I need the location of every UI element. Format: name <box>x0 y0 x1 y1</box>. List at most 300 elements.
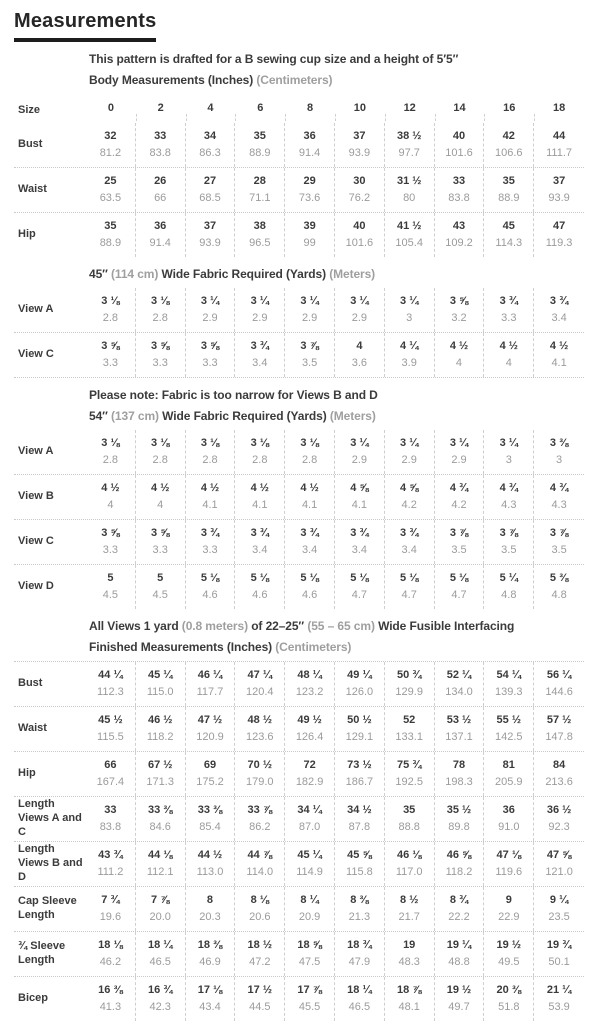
inches-value: 46 ⅝ <box>446 849 472 861</box>
measurement-cell <box>186 520 236 564</box>
centimeters-value: 112.3 <box>97 685 124 698</box>
centimeters-value: 2.9 <box>301 311 318 324</box>
measurement-cell <box>335 977 385 1021</box>
centimeters-value: 115.5 <box>97 730 124 743</box>
inches-value: 36 <box>502 804 515 816</box>
inches-value: 17 ⅞ <box>297 984 322 996</box>
measurement-cell <box>335 168 385 212</box>
interfacing-note <box>89 619 600 633</box>
inches-value: 27 <box>203 175 217 187</box>
inches-value: 3 ¾ <box>549 295 569 307</box>
measurement-cell <box>235 977 285 1021</box>
measurement-cell <box>285 797 335 841</box>
centimeters-value: 47.5 <box>298 955 321 968</box>
centimeters-value: 86.2 <box>249 820 271 833</box>
inches-value: 18 ¼ <box>147 939 173 951</box>
centimeters-value: 4 <box>455 356 463 369</box>
row-label: Bust <box>18 138 43 151</box>
measurement-cell <box>385 707 435 751</box>
centimeters-value: 167.4 <box>96 775 125 788</box>
measurement-cell <box>385 977 435 1021</box>
size-row-label: Size <box>18 103 41 116</box>
inches-value: 4 ½ <box>101 482 120 494</box>
table-row <box>14 167 584 212</box>
inches-value: 42 <box>502 130 515 142</box>
metric-unit-text: (Centimeters) <box>256 73 333 87</box>
inches-value: 3 ¾ <box>300 527 319 539</box>
measurement-cell <box>484 333 534 377</box>
centimeters-value: 117.7 <box>196 685 224 698</box>
measurement-cell <box>335 288 385 332</box>
centimeters-value: 2.8 <box>152 311 168 324</box>
measurement-cell <box>534 887 584 931</box>
inches-value: 3 ¼ <box>350 295 369 307</box>
measurement-cell <box>136 797 186 841</box>
inches-value: 3 ¼ <box>350 437 369 449</box>
table-row <box>14 332 584 378</box>
inches-value: 44 ⅞ <box>247 849 273 861</box>
row-label: View A <box>18 303 54 316</box>
measurement-cell <box>435 932 485 976</box>
measurement-cell <box>186 842 236 886</box>
centimeters-value: 3.3 <box>202 543 218 556</box>
centimeters-value: 2.9 <box>351 311 368 324</box>
measurement-cell <box>484 752 534 796</box>
measurement-cell <box>385 520 435 564</box>
inches-value: 72 <box>303 759 316 771</box>
centimeters-value: 3.4 <box>551 311 567 324</box>
measurement-cell <box>534 932 584 976</box>
table-row <box>14 212 584 257</box>
row-label: Bicep <box>18 992 48 1005</box>
centimeters-value: 3.4 <box>252 543 268 556</box>
measurement-cell <box>285 333 335 377</box>
measurement-cell <box>186 333 236 377</box>
centimeters-value: 113.0 <box>196 865 224 878</box>
measurement-cell <box>186 977 236 1021</box>
centimeters-value: 48.3 <box>398 955 420 968</box>
measurement-cell <box>435 430 485 474</box>
size-column-header: 18 <box>552 102 566 114</box>
centimeters-value: 86.3 <box>199 146 221 159</box>
heading-text: Wide Fabric Required (Yards) <box>161 267 330 281</box>
measurement-cell <box>186 288 236 332</box>
measurement-cell <box>534 333 584 377</box>
inches-value: 4 ½ <box>200 482 220 494</box>
centimeters-value: 2.8 <box>252 453 268 466</box>
table-row <box>14 796 584 841</box>
centimeters-value: 115.0 <box>146 685 174 698</box>
inches-value: 3 ¼ <box>499 437 518 449</box>
table-row <box>14 661 584 706</box>
centimeters-value: 179.0 <box>246 775 274 788</box>
measurement-cell <box>86 752 136 796</box>
centimeters-value: 3 <box>505 453 512 466</box>
measurement-cell <box>534 842 584 886</box>
inches-value: 3 ⅛ <box>151 437 170 449</box>
metric-unit-text: (137 cm) <box>111 409 163 423</box>
centimeters-value: 53.9 <box>548 1000 570 1013</box>
inches-value: 37 <box>552 175 566 187</box>
measurement-cell <box>285 168 335 212</box>
measurement-cell <box>86 565 136 609</box>
measurement-cell <box>335 123 385 167</box>
measurement-cell <box>484 430 534 474</box>
centimeters-value: 2.8 <box>102 311 119 324</box>
centimeters-value: 50.1 <box>548 955 570 968</box>
size-column-header: 14 <box>435 98 485 121</box>
measurement-cell <box>235 707 285 751</box>
centimeters-value: 114.3 <box>495 236 523 249</box>
row-label: View C <box>18 348 54 361</box>
measurement-cell <box>136 565 186 609</box>
measurement-cell <box>335 213 385 257</box>
inches-value: 5 <box>107 572 114 584</box>
inches-value: 52 ¼ <box>446 669 472 681</box>
heading-text: Wide Fusible Interfacing <box>378 619 515 633</box>
inches-value: 3 ⅜ <box>549 437 569 449</box>
inches-value: 40 <box>452 130 466 142</box>
inches-value: 5 ¼ <box>499 572 518 584</box>
inches-value: 35 <box>502 175 515 187</box>
centimeters-value: 21.7 <box>398 910 420 923</box>
inches-value: 3 ¼ <box>200 295 220 307</box>
inches-value: 4 ⅝ <box>350 482 369 494</box>
measurement-cell <box>435 662 485 706</box>
row-label: Length Views B and D <box>18 843 83 883</box>
measurement-cell <box>335 707 385 751</box>
table-row <box>14 288 584 332</box>
inches-value: 50 ¾ <box>396 669 422 681</box>
centimeters-value: 3.2 <box>451 311 467 324</box>
centimeters-value: 112.1 <box>146 865 174 878</box>
centimeters-value: 83.8 <box>448 191 470 204</box>
size-column-header: 6 <box>235 98 285 121</box>
centimeters-value: 4.8 <box>501 588 517 601</box>
measurement-cell <box>235 842 285 886</box>
centimeters-value: 80 <box>403 191 416 204</box>
centimeters-value: 192.5 <box>395 775 423 788</box>
row-label: Bust <box>18 677 43 690</box>
centimeters-value: 3.5 <box>551 543 567 556</box>
centimeters-value: 198.3 <box>445 775 473 788</box>
metric-unit-text: (Centimeters) <box>275 640 352 654</box>
measurement-cell <box>285 752 335 796</box>
centimeters-value: 63.5 <box>99 191 122 204</box>
centimeters-value: 4.3 <box>501 498 517 511</box>
inches-value: 69 <box>203 759 217 771</box>
measurement-cell <box>136 168 186 212</box>
row-label: Cap Sleeve Length <box>18 895 77 921</box>
row-label: Waist <box>18 183 47 196</box>
centimeters-value: 4.3 <box>551 498 567 511</box>
inches-value: 3 ¾ <box>400 527 419 539</box>
inches-value: 9 ¼ <box>549 894 569 906</box>
inches-value: 7 ¾ <box>101 894 120 906</box>
inches-value: 19 ¾ <box>546 939 572 951</box>
inches-value: 3 ⅛ <box>250 437 269 449</box>
inches-value: 3 ⅝ <box>200 340 220 352</box>
centimeters-value: 93.9 <box>348 146 371 159</box>
inches-value: 43 <box>452 220 466 232</box>
measurement-cell <box>86 887 136 931</box>
centimeters-value: 147.8 <box>545 730 573 743</box>
measurement-cell <box>385 430 435 474</box>
table-row <box>14 976 584 1021</box>
row-label: Length Views A and C <box>18 798 82 838</box>
measurement-cell <box>235 565 285 609</box>
inches-value: 45 ¼ <box>297 849 322 861</box>
measurement-cell <box>136 662 186 706</box>
inches-value: 78 <box>452 759 466 771</box>
inches-value: 21 ¼ <box>546 984 572 996</box>
inches-value: 5 ⅛ <box>300 572 319 584</box>
centimeters-value: 120.9 <box>196 730 224 743</box>
centimeters-value: 68.5 <box>199 191 221 204</box>
measurement-cell <box>86 333 136 377</box>
inches-value: 46 ⅛ <box>396 849 422 861</box>
row-label: View B <box>18 490 54 503</box>
inches-value: 45 ¼ <box>147 669 173 681</box>
fabric-54-heading <box>89 409 600 423</box>
measurement-cell <box>484 977 534 1021</box>
finished-measurements-table <box>14 661 584 1021</box>
inches-value: 18 ⅛ <box>98 939 123 951</box>
centimeters-value: 76.2 <box>348 191 371 204</box>
measurement-cell <box>385 752 435 796</box>
centimeters-value: 109.2 <box>445 236 473 249</box>
centimeters-value: 22.9 <box>498 910 520 923</box>
centimeters-value: 81.2 <box>99 146 122 159</box>
measurement-cell <box>335 752 385 796</box>
centimeters-value: 123.6 <box>246 730 274 743</box>
inches-value: 50 ½ <box>347 714 372 726</box>
narrow-fabric-note: Please note: Fabric is too narrow for Views B and D <box>89 388 378 402</box>
centimeters-value: 4.1 <box>551 356 567 369</box>
size-column-header: 8 <box>285 98 335 121</box>
centimeters-value: 182.9 <box>295 775 324 788</box>
centimeters-value: 42.3 <box>149 1000 171 1013</box>
inches-value: 26 <box>154 175 167 187</box>
measurement-cell <box>186 887 236 931</box>
heading-text: Finished Measurements (Inches) <box>89 640 276 654</box>
inches-value: 3 ⅝ <box>151 340 170 352</box>
inches-value: 3 ¾ <box>499 295 518 307</box>
centimeters-value: 89.8 <box>448 820 470 833</box>
inches-value: 45 <box>502 220 515 232</box>
inches-value: 8 ¼ <box>300 894 319 906</box>
inches-value: 8 ⅛ <box>250 894 269 906</box>
centimeters-value: 23.5 <box>548 910 570 923</box>
inches-value: 4 ¾ <box>499 482 518 494</box>
inches-value: 47 ⅝ <box>546 849 572 861</box>
measurement-cell <box>335 797 385 841</box>
measurement-cell <box>435 752 485 796</box>
inches-value: 33 ⅜ <box>147 804 173 816</box>
measurement-cell <box>86 123 136 167</box>
measurement-cell <box>385 475 435 519</box>
measurement-cell <box>484 213 534 257</box>
measurement-cell <box>235 475 285 519</box>
centimeters-value: 129.9 <box>395 685 423 698</box>
page-title: Measurements <box>14 10 156 42</box>
centimeters-value: 88.8 <box>398 820 420 833</box>
centimeters-value: 3.4 <box>301 543 318 556</box>
centimeters-value: 4.6 <box>301 588 318 601</box>
centimeters-value: 3.5 <box>301 356 318 369</box>
inches-value: 57 ½ <box>546 714 572 726</box>
inches-value: 4 ¼ <box>400 340 419 352</box>
inches-value: 5 ⅜ <box>549 572 569 584</box>
measurement-cell <box>285 123 335 167</box>
centimeters-value: 4.2 <box>451 498 467 511</box>
centimeters-value: 87.8 <box>348 820 371 833</box>
inches-value: 33 <box>154 130 167 142</box>
centimeters-value: 3 <box>406 311 413 324</box>
centimeters-value: 49.5 <box>498 955 520 968</box>
centimeters-value: 111.7 <box>546 146 573 159</box>
body-measurements-heading <box>89 73 600 87</box>
centimeters-value: 83.8 <box>99 820 122 833</box>
centimeters-value: 91.4 <box>298 146 321 159</box>
centimeters-value: 101.6 <box>445 146 473 159</box>
table-row <box>14 841 584 886</box>
inches-value: 7 ⅞ <box>151 894 170 906</box>
inches-value: 47 ⅛ <box>496 849 522 861</box>
inches-value: 16 ¾ <box>147 984 173 996</box>
centimeters-value: 3.6 <box>351 356 368 369</box>
centimeters-value: 87.0 <box>298 820 321 833</box>
measurement-cell <box>285 520 335 564</box>
inches-value: 66 <box>104 759 117 771</box>
centimeters-value: 44.5 <box>249 1000 271 1013</box>
centimeters-value: 123.2 <box>295 685 324 698</box>
measurement-cell <box>484 123 534 167</box>
inches-value: 4 ½ <box>300 482 319 494</box>
row-label: View A <box>18 445 54 458</box>
inches-value: 18 ¾ <box>347 939 372 951</box>
centimeters-value: 93.9 <box>548 191 570 204</box>
measurement-cell <box>86 520 136 564</box>
size-column-header: 0 <box>86 98 136 121</box>
centimeters-value: 96.5 <box>249 236 271 249</box>
inches-value: 84 <box>552 759 566 771</box>
inches-value: 17 ½ <box>247 984 273 996</box>
measurement-cell <box>285 662 335 706</box>
inches-value: 35 <box>104 220 117 232</box>
measurement-cell <box>86 288 136 332</box>
heading-text: All Views 1 yard <box>89 619 182 633</box>
measurement-cell <box>534 977 584 1021</box>
centimeters-value: 19.6 <box>99 910 122 923</box>
inches-value: 5 ⅛ <box>449 572 469 584</box>
inches-value: 32 <box>104 130 117 142</box>
centimeters-value: 4.1 <box>351 498 368 511</box>
inches-value: 28 <box>253 175 266 187</box>
centimeters-value: 3.3 <box>102 356 119 369</box>
centimeters-value: 101.6 <box>345 236 374 249</box>
centimeters-value: 4.6 <box>252 588 268 601</box>
centimeters-value: 3.3 <box>102 543 119 556</box>
centimeters-value: 2.8 <box>301 453 318 466</box>
inches-value: 34 <box>203 130 217 142</box>
inches-value: 4 ⅝ <box>400 482 419 494</box>
measurement-cell <box>235 333 285 377</box>
inches-value: 40 <box>353 220 366 232</box>
centimeters-value: 4.5 <box>102 588 119 601</box>
measurement-cell <box>186 475 236 519</box>
fabric-45-heading <box>89 267 600 281</box>
measurement-cell <box>136 842 186 886</box>
row-label: ¾ Sleeve Length <box>18 940 66 966</box>
inches-value: 35 <box>253 130 266 142</box>
measurement-cell <box>435 123 485 167</box>
inches-value: 37 <box>203 220 217 232</box>
inches-value: 70 ½ <box>247 759 273 771</box>
table-row <box>14 706 584 751</box>
measurement-cell <box>534 430 584 474</box>
measurement-cell <box>335 520 385 564</box>
centimeters-value: 111.2 <box>97 865 124 878</box>
measurement-cell <box>136 887 186 931</box>
measurement-cell <box>534 475 584 519</box>
centimeters-value: 115.8 <box>346 865 373 878</box>
measurement-cell <box>435 977 485 1021</box>
heading-text: of 22–25″ <box>251 619 308 633</box>
centimeters-value: 45.5 <box>298 1000 321 1013</box>
size-column-header: 2 <box>136 98 186 121</box>
inches-value: 3 ⅛ <box>200 437 220 449</box>
measurement-cell <box>385 213 435 257</box>
centimeters-value: 20.0 <box>149 910 171 923</box>
inches-value: 33 ⅜ <box>197 804 223 816</box>
measurement-cell <box>136 520 186 564</box>
body-measurements-table <box>14 123 584 257</box>
measurement-cell <box>136 333 186 377</box>
centimeters-value: 46.9 <box>199 955 221 968</box>
centimeters-value: 133.1 <box>395 730 423 743</box>
measurement-cell <box>484 932 534 976</box>
centimeters-value: 3.3 <box>501 311 517 324</box>
centimeters-value: 4.1 <box>252 498 268 511</box>
measurement-cell <box>136 752 186 796</box>
inches-value: 3 ⅞ <box>300 340 319 352</box>
centimeters-value: 213.6 <box>545 775 573 788</box>
inches-value: 3 ⅛ <box>101 295 120 307</box>
centimeters-value: 49.7 <box>448 1000 470 1013</box>
centimeters-value: 105.4 <box>395 236 423 249</box>
centimeters-value: 126.4 <box>295 730 324 743</box>
measurement-cell <box>484 797 534 841</box>
inches-value: 5 ⅛ <box>250 572 269 584</box>
inches-value: 41 ½ <box>396 220 422 232</box>
centimeters-value: 46.5 <box>348 1000 371 1013</box>
inches-value: 49 ½ <box>297 714 322 726</box>
centimeters-value: 20.3 <box>199 910 221 923</box>
inches-value: 33 ⅞ <box>247 804 273 816</box>
inches-value: 47 <box>552 220 566 232</box>
row-label: View C <box>18 535 54 548</box>
measurement-cell <box>484 662 534 706</box>
centimeters-value: 144.6 <box>545 685 573 698</box>
inches-value: 20 ⅜ <box>496 984 522 996</box>
centimeters-value: 4.2 <box>401 498 417 511</box>
inches-value: 8 <box>206 894 214 906</box>
inches-value: 33 <box>104 804 117 816</box>
inches-value: 3 ¼ <box>300 295 319 307</box>
centimeters-value: 99 <box>303 236 316 249</box>
measurement-cell <box>285 475 335 519</box>
